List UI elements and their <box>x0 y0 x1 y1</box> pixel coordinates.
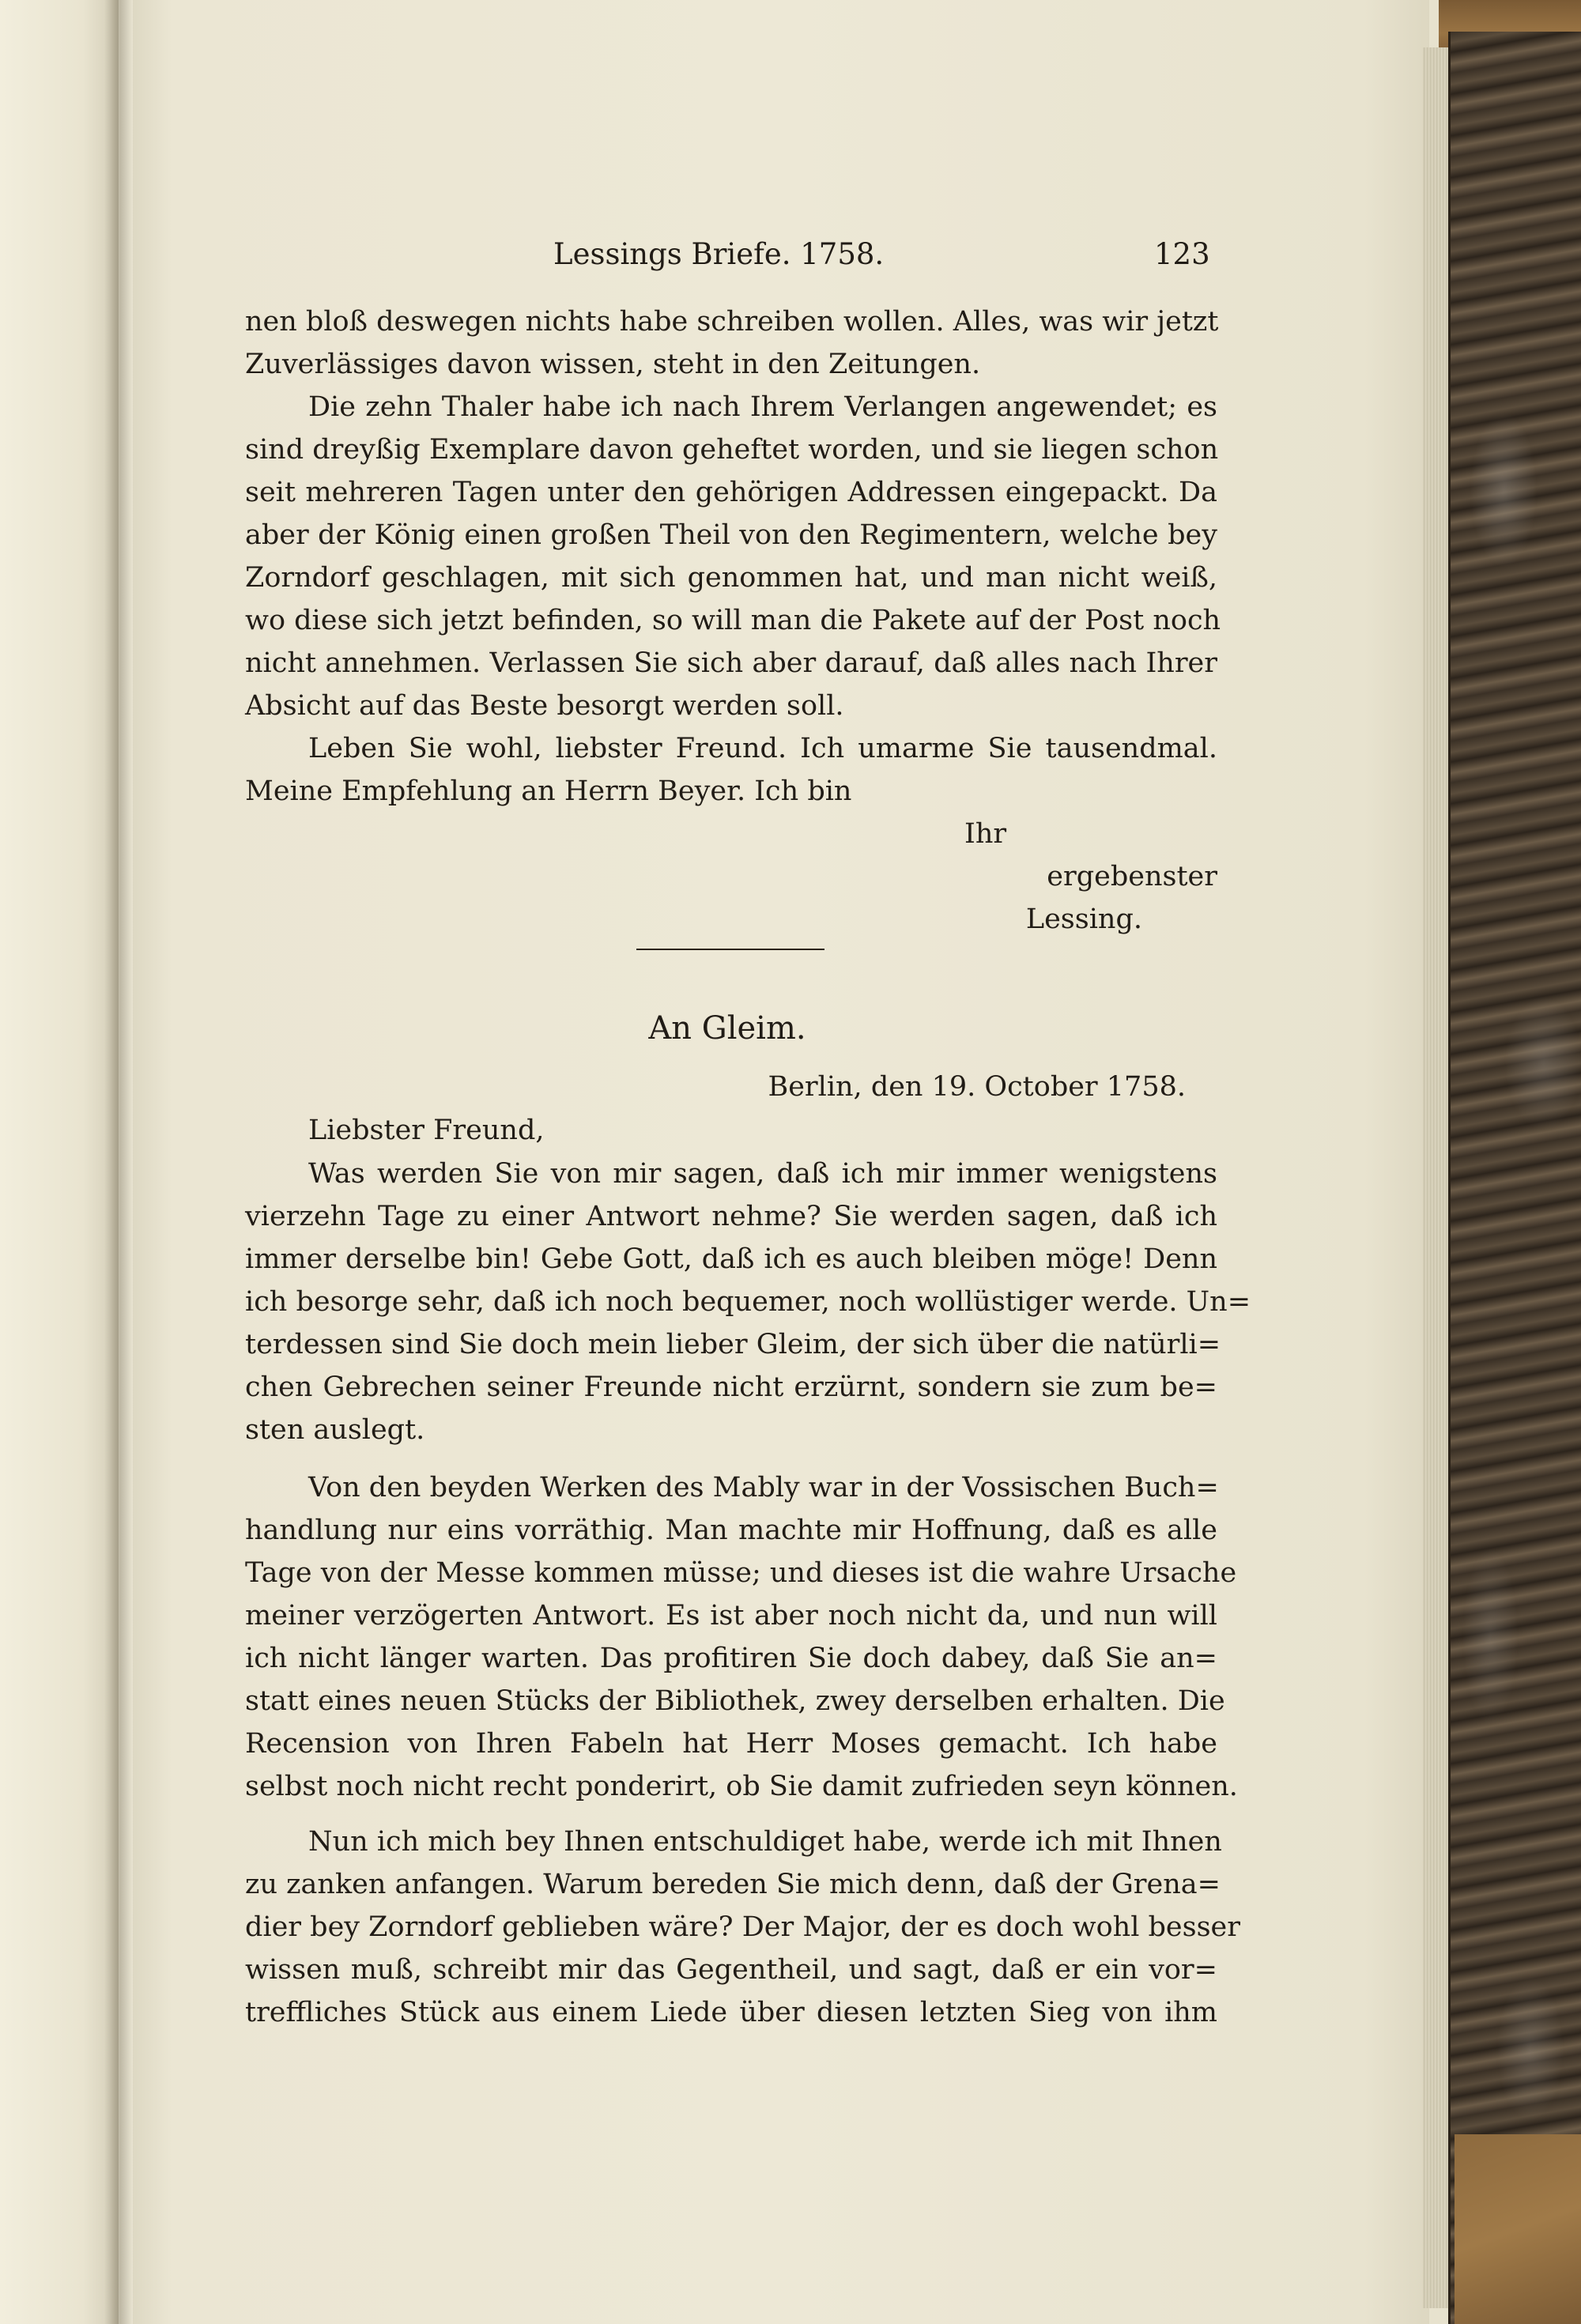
text-line: statt eines neuen Stücks der Bibliothek, zwey derselben erhalten. Die <box>245 1685 1225 1717</box>
closing-signature: Lessing. <box>1025 904 1142 935</box>
text-line: Zuverlässiges davon wissen, steht in den Zeitungen. <box>245 349 981 380</box>
text-line: zu zanken anfangen. Warum bereden Sie mich denn, daß der Grena= <box>245 1869 1221 1900</box>
text-line: treffliches Stück aus einem Liede über diesen letzten Sieg von ihm <box>245 1997 1217 2028</box>
text-line: Recension von Ihren Fabeln hat Herr Moses gemacht. Ich habe <box>245 1728 1217 1760</box>
text-line: Die zehn Thaler habe ich nach Ihrem Verlangen angewendet; es <box>308 391 1217 423</box>
text-line: Leben Sie wohl, liebster Freund. Ich umarme Sie tausendmal. <box>308 733 1217 764</box>
text-line: Tage von der Messe kommen müsse; und dieses ist die wahre Ursache <box>245 1557 1237 1589</box>
text-line: meiner verzögerten Antwort. Es ist aber noch nicht da, und nun will <box>245 1600 1217 1632</box>
letter-heading: An Gleim. <box>648 1010 806 1047</box>
text-line: Meine Empfehlung an Herrn Beyer. Ich bin <box>245 775 852 807</box>
text-line: Nun ich mich bey Ihnen entschuldiget habe, werde ich mit Ihnen <box>308 1826 1222 1858</box>
text-line: handlung nur eins vorräthig. Man machte mir Hoffnung, daß es alle <box>245 1515 1217 1546</box>
text-line: wissen muß, schreibt mir das Gegentheil, und sagt, daß er ein vor= <box>245 1954 1217 1986</box>
text-line: seit mehreren Tagen unter den gehörigen Addressen eingepackt. Da <box>245 477 1217 508</box>
text-line: Absicht auf das Beste besorgt werden soll. <box>245 690 844 722</box>
text-line: Was werden Sie von mir sagen, daß ich mir immer wenigstens <box>308 1158 1217 1190</box>
text-line: Von den beyden Werken des Mably war in der Vossischen Buch= <box>308 1472 1219 1503</box>
text-line: Zorndorf geschlagen, mit sich genommen hat, und man nicht weiß, <box>245 562 1217 594</box>
salutation: Liebster Freund, <box>308 1115 545 1146</box>
section-divider <box>636 949 824 950</box>
text-line: sten auslegt. <box>245 1414 425 1446</box>
text-line: vierzehn Tage zu einer Antwort nehme? Sie werden sagen, daß ich <box>245 1201 1217 1232</box>
text-line: chen Gebrechen seiner Freunde nicht erzürnt, sondern sie zum be= <box>245 1371 1217 1403</box>
leather-corner <box>1455 2134 1581 2324</box>
closing-ergebenster: ergebenster <box>1047 861 1217 892</box>
dateline: Berlin, den 19. October 1758. <box>768 1071 1186 1103</box>
text-line: dier bey Zorndorf geblieben wäre? Der Major, der es doch wohl besser <box>245 1911 1240 1943</box>
marbled-cover <box>1448 32 1581 2324</box>
book-gutter <box>104 0 136 2324</box>
text-line: aber der König einen großen Theil von den Regimentern, welche bey <box>245 519 1217 551</box>
text-line: terdessen sind Sie doch mein lieber Gleim, der sich über die natürli= <box>245 1329 1221 1360</box>
text-line: immer derselbe bin! Gebe Gott, daß ich es auch bleiben möge! Denn <box>245 1243 1217 1275</box>
text-line: ich nicht länger warten. Das profitiren Sie doch dabey, daß Sie an= <box>245 1643 1217 1674</box>
closing-ihr: Ihr <box>964 818 1007 850</box>
text-line: nen bloß deswegen nichts habe schreiben wollen. Alles, was wir jetzt <box>245 306 1219 338</box>
text-line: sind dreyßig Exemplare davon geheftet worden, und sie liegen schon <box>245 434 1219 466</box>
text-line: selbst noch nicht recht ponderirt, ob Sie damit zufrieden seyn können. <box>245 1771 1238 1802</box>
text-line: nicht annehmen. Verlassen Sie sich aber darauf, daß alles nach Ihrer <box>245 647 1217 679</box>
text-line: ich besorge sehr, daß ich noch bequemer, noch wollüstiger werde. Un= <box>245 1286 1251 1318</box>
page-edges <box>1423 47 1448 2308</box>
running-title: Lessings Briefe. 1758. <box>553 237 885 271</box>
page-number: 123 <box>1154 237 1210 271</box>
left-facing-page <box>0 0 119 2324</box>
text-line: wo diese sich jetzt befinden, so will man die Pakete auf der Post noch <box>245 605 1221 636</box>
